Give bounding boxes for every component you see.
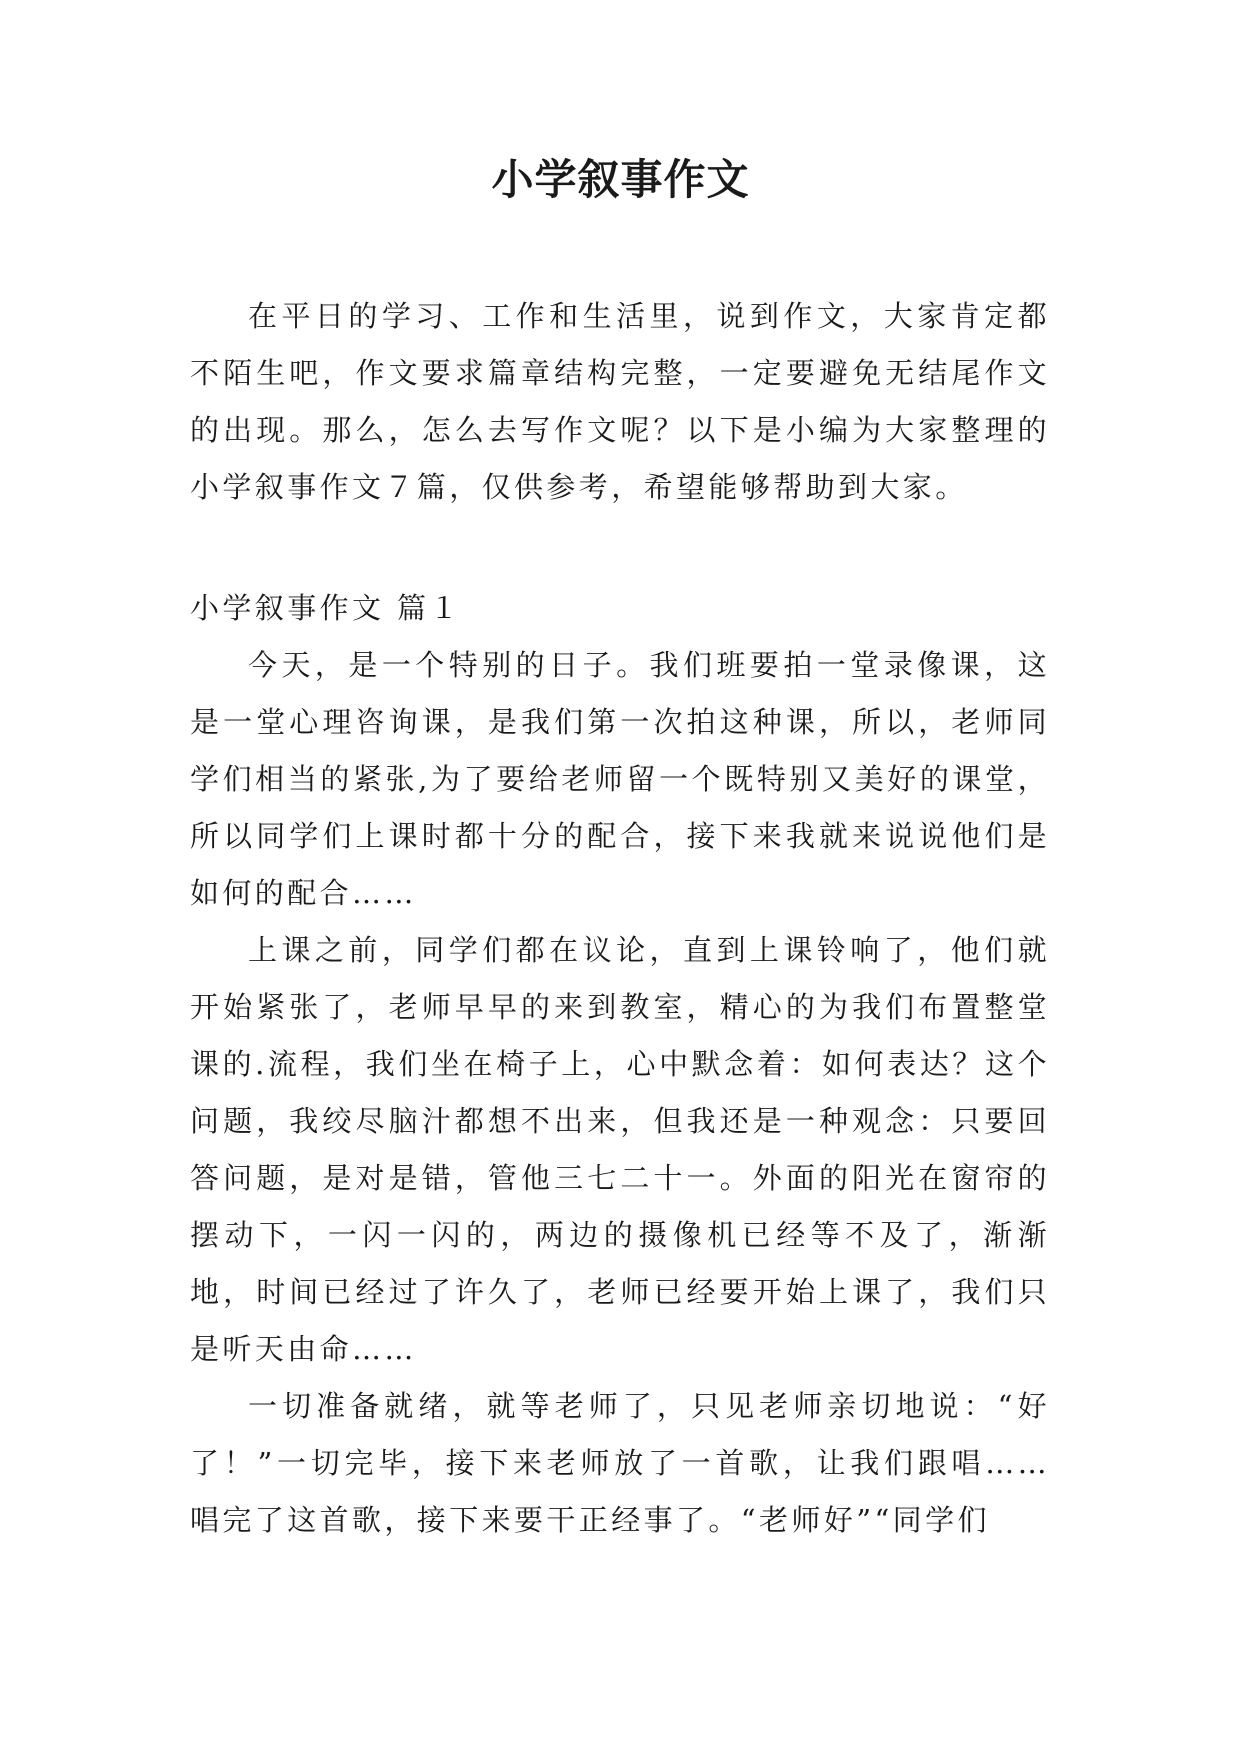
document-title: 小学叙事作文 [491, 155, 750, 204]
intro-paragraph: 在平日的学习、工作和生活里，说到作文，大家肯定都不陌生吧，作文要求篇章结构完整，一定要避免无结尾作文的出现。那么，怎么去写作文呢？以下是小编为大家整理的小学叙事作文７篇，仅供参考，希望能够帮助到大家。 [190, 299, 1050, 504]
section-paragraph-1: 今天，是一个特别的日子。我们班要拍一堂录像课，这是一堂心理咨询课，是我们第一次拍这种课，所以，老师同学们相当的紧张,为了要给老师留一个既特别又美好的课堂，所以同学们上课时都十分的配合，接下来我就来说说他们是如何的配合…… [190, 648, 1050, 910]
essay-section-1 [190, 580, 1050, 1549]
intro-block [190, 288, 1050, 516]
section-paragraph-2: 上课之前，同学们都在议论，直到上课铃响了，他们就开始紧张了，老师早早的来到教室，精心的为我们布置整堂课的.流程，我们坐在椅子上，心中默念着：如何表达？这个问题，我绞尽脑汁都想不出来，但我还是一种观念：只要回答问题，是对是错，管他三七二十一。外面的阳光在窗帘的摆动下，一闪一闪的，两边的摄像机已经等不及了，渐渐地，时间已经过了许久了，老师已经要开始上课了，我们只是听天由命…… [190, 933, 1050, 1366]
section-paragraph-3: 一切准备就绪，就等老师了，只见老师亲切地说：“好了！”一切完毕，接下来老师放了一首歌，让我们跟唱……唱完了这首歌，接下来要干正经事了。“老师好”“同学们 [190, 1389, 1050, 1537]
section-heading: 小学叙事作文 篇１ [190, 591, 462, 625]
